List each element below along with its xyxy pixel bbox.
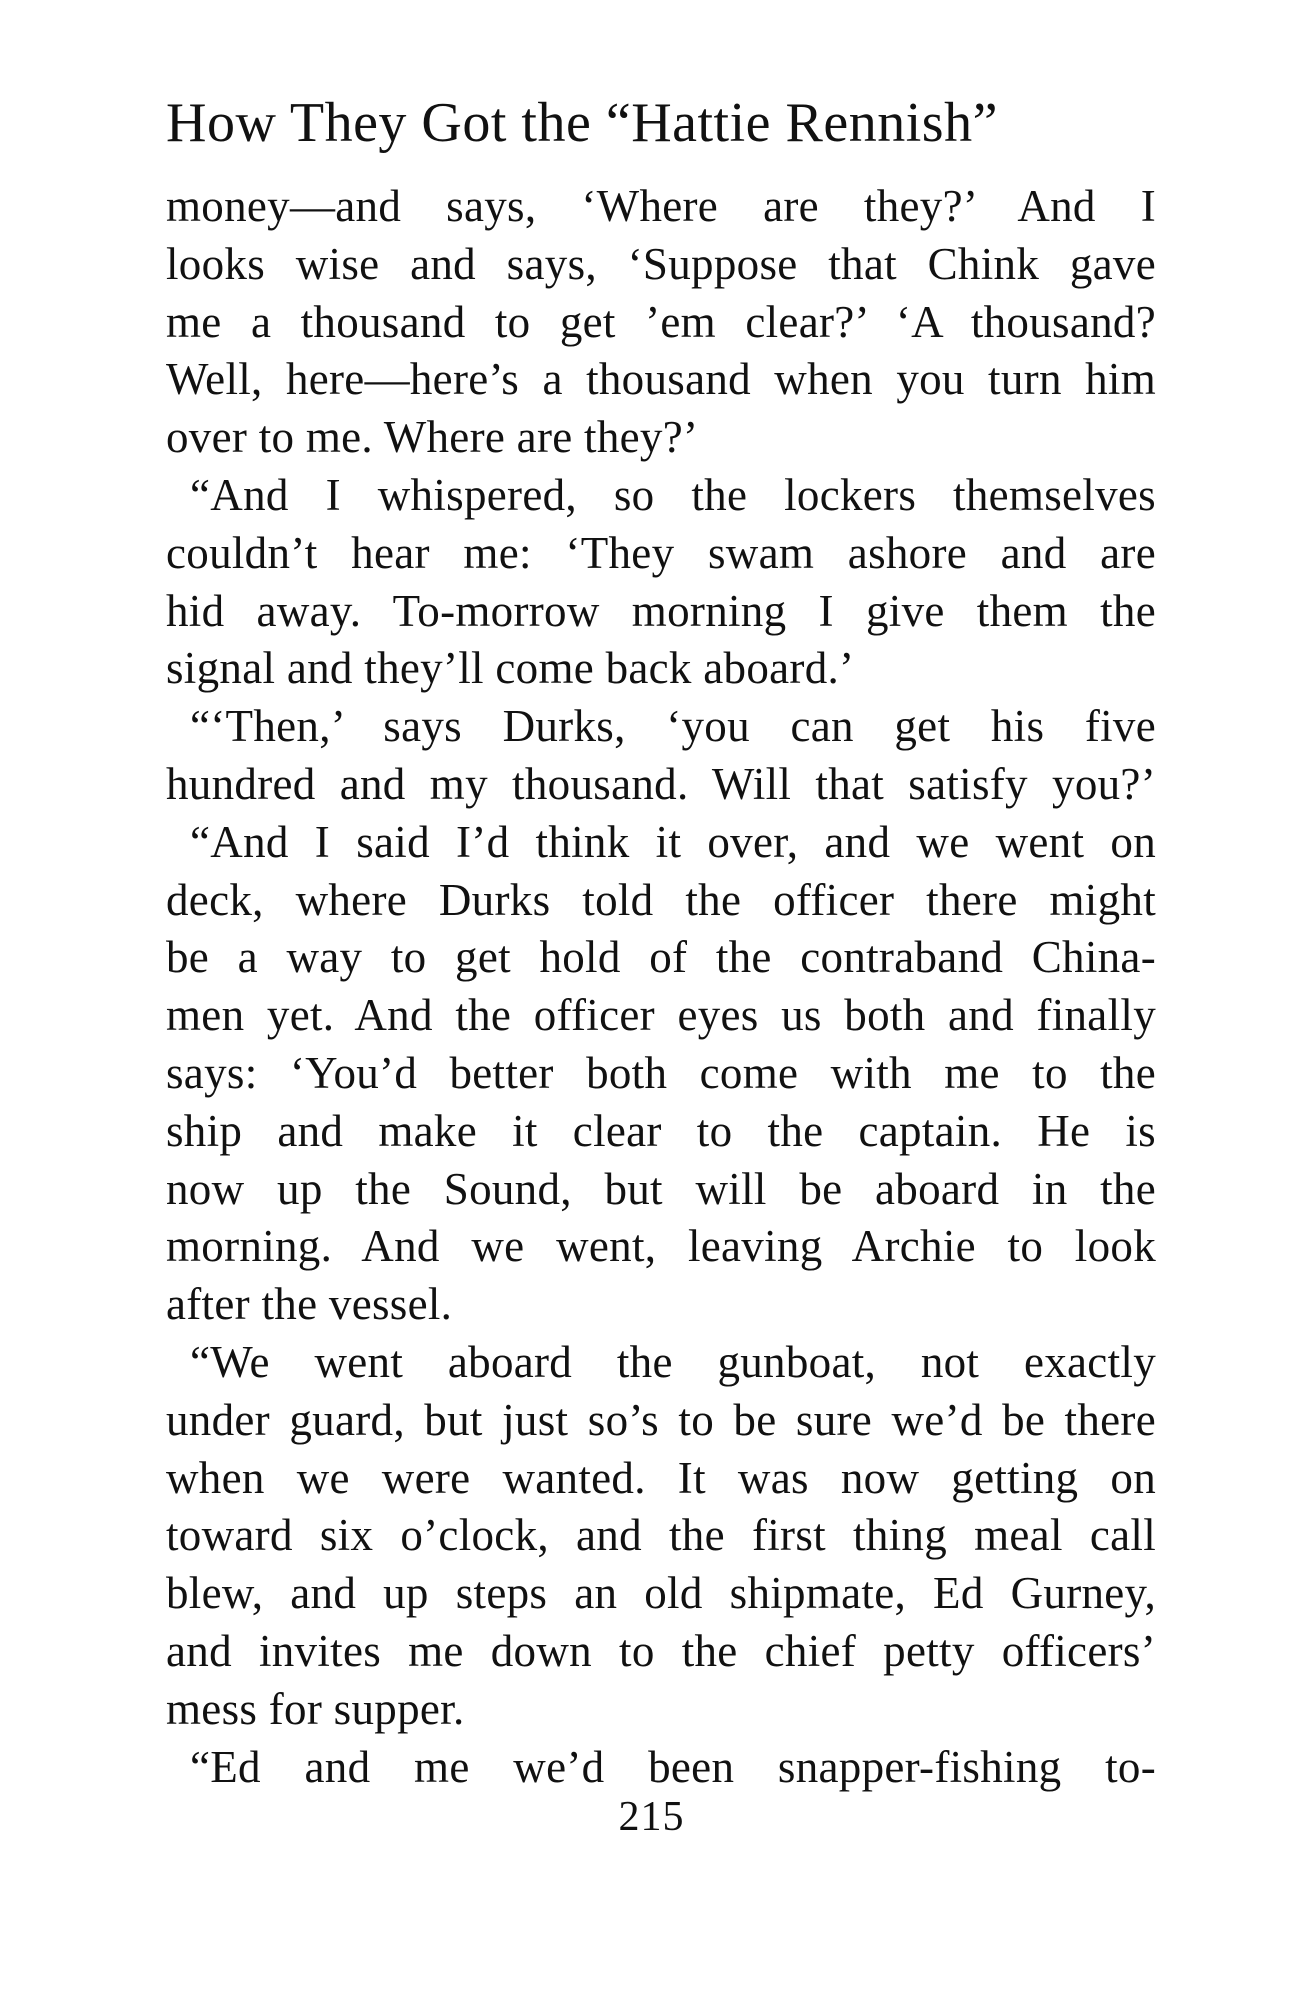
text-line: morning. And we went, leaving Archie to look [166,1221,1156,1272]
text-line: hid away. To-morrow morning I give them the [166,585,1156,636]
text-line: Well, here—here’s a thousand when you turn him [166,354,1156,405]
text-line: says: ‘You’d better both come with me to the [166,1047,1156,1098]
text-line: when we were wanted. It was now getting on [166,1452,1156,1503]
page-number: 215 [618,1794,685,1840]
text-line: and invites me down to the chief petty officers’ [166,1625,1156,1676]
text-line: signal and they’ll come back aboard.’ [166,643,855,694]
text-line: “We went aboard the gunboat, not exactly [190,1336,1156,1387]
text-line: blew, and up steps an old shipmate, Ed Gurney, [166,1568,1156,1619]
text-line: money—and says, ‘Where are they?’ And I [166,181,1156,231]
text-line: couldn’t hear me: ‘They swam ashore and are [166,527,1156,578]
text-line: under guard, but just so’s to be sure we’d be there [166,1394,1156,1445]
text-line: “And I said I’d think it over, and we went on [190,816,1156,867]
text-line: “And I whispered, so the lockers themselves [190,469,1156,520]
text-line: hundred and my thousand. Will that satisfy you?’ [166,758,1156,809]
body-text [166,178,1156,1796]
text-line: toward six o’clock, and the first thing meal call [166,1510,1156,1561]
text-line: deck, where Durks told the officer there might [166,874,1156,925]
text-line: looks wise and says, ‘Suppose that Chink gave [166,238,1156,289]
text-line: me a thousand to get ’em clear?’ ‘A thousand? [166,296,1156,347]
running-head: How They Got the “Hattie Rennish” [166,92,998,154]
text-line: “‘Then,’ says Durks, ‘you can get his five [190,701,1156,752]
text-line: after the vessel. [166,1279,453,1330]
text-line: over to me. Where are they?’ [166,412,699,463]
text-line: be a way to get hold of the contraband China- [166,932,1156,983]
text-line: “Ed and me we’d been snapper-fishing to- [190,1741,1156,1792]
text-line: mess for supper. [166,1683,465,1734]
text-line: ship and make it clear to the captain. He is [166,1105,1156,1156]
text-line: men yet. And the officer eyes us both and finally [166,990,1156,1041]
text-line: now up the Sound, but will be aboard in the [166,1163,1156,1214]
